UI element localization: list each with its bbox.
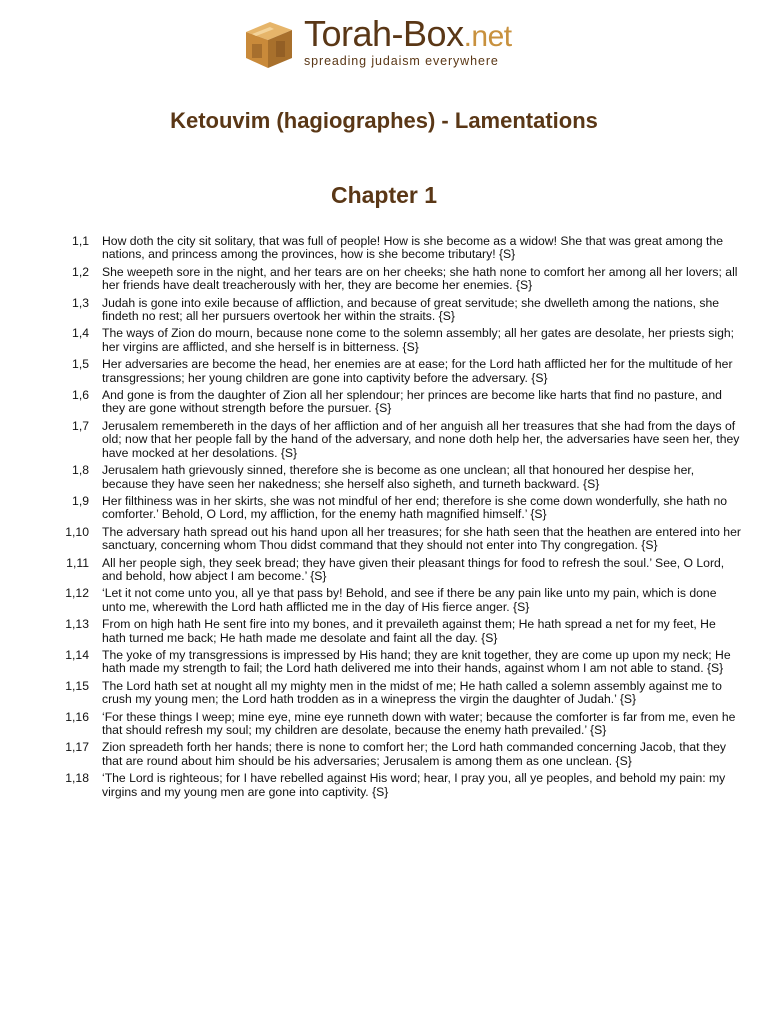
verse-text: ‘The Lord is righteous; for I have rebelled against His word; hear, I pray you, all ye peoples, and behold my pain: my virgins and my young men are gone into captivity. {S}: [102, 771, 726, 799]
verse-row: [40, 235, 742, 262]
chapter-title: Chapter 1: [330, 182, 438, 208]
verse-number: 1,7: [72, 418, 89, 433]
verse-number: 1,18: [65, 771, 89, 786]
verse-row: [40, 526, 742, 553]
verse-number: 1,1: [72, 234, 89, 248]
verse-text: Zion spreadeth forth her hands; there is none to comfort her; the Lord hath commanded concerning Jacob, that they that are round about him should be his adversaries; Jerusalem is among them as one unclean. {S}: [102, 740, 726, 768]
verse-number: 1,5: [72, 357, 89, 372]
verse-row: [40, 587, 742, 614]
verse-row: [40, 389, 742, 416]
verse-text: The ways of Zion do mourn, because none come to the solemn assembly; all her gates are desolate, her priests sigh; her virgins are afflicted, and she herself is in bitterness. {S}: [102, 326, 735, 354]
verse-text: Jerusalem remembereth in the days of her affliction and of her anguish all her treasures that she had from the days of old; now that her people fall by the hand of the adversary, and none doth help her, the adversaries have seen her, they have mocked at her desolations. {S}: [102, 418, 740, 460]
verse-number: 1,10: [65, 524, 89, 539]
verse-row: [40, 297, 742, 324]
verse-row: [40, 495, 742, 522]
box-logo-icon: [240, 14, 296, 70]
verse-text: How doth the city sit solitary, that was full of people! How is she become as a widow! She that was great among the nations, and princess among the provinces, how is she become tributary! {S}: [102, 234, 723, 262]
verse-row: [40, 618, 742, 645]
verse-text: From on high hath He sent fire into my bones, and it prevaileth against them; He hath spread a net for my feet, He hath turned me back; He hath made me desolate and faint all the day. {S}: [102, 617, 716, 645]
verse-row: [40, 772, 742, 799]
verse-text: The adversary hath spread out his hand upon all her treasures; for she hath seen that the heathen are entered into her sanctuary, concerning whom Thou didst command that they should not enter into Thy congregation. {S}: [102, 524, 741, 553]
site-logo[interactable]: [240, 14, 512, 70]
verse-row: [40, 266, 742, 293]
verse-number: 1,12: [65, 586, 89, 601]
verse-number: 1,15: [65, 678, 89, 693]
verse-text: The Lord hath set at nought all my mighty men in the midst of me; He hath called a solemn assembly against me to crush my young men; the Lord hath trodden as in a winepress the virgin the daughter of Judah.’ {S}: [102, 678, 722, 707]
verse-row: [40, 420, 742, 460]
verse-row: [40, 711, 742, 738]
verse-text: ‘Let it not come unto you, all ye that pass by! Behold, and see if there be any pain like unto my pain, which is done unto me, wherewith the Lord hath afflicted me in the day of His fierce anger. {S}: [102, 586, 717, 614]
verse-number: 1,16: [65, 709, 89, 724]
verse-number: 1,9: [72, 493, 89, 508]
verse-text: She weepeth sore in the night, and her tears are on her cheeks; she hath none to comfort her among all her lovers; all her friends have dealt treacherously with her, they are become her enemies. {S}: [102, 264, 738, 293]
verse-text: Judah is gone into exile because of affliction, and because of great servitude; she dwelleth among the nations, she findeth no rest; all her pursuers overtook her within the straits. {S}: [102, 295, 720, 324]
verse-text: Jerusalem hath grievously sinned, therefore she is become as one unclean; all that honoured her despise her, because they have seen her nakedness; she herself also sigheth, and turneth backward. {S}: [102, 463, 695, 491]
verse-row: [40, 649, 742, 676]
verse-row: [40, 557, 742, 584]
verse-number: 1,6: [72, 388, 89, 403]
verse-text: Her adversaries are become the head, her enemies are at ease; for the Lord hath afflicted her for the multitude of her transgressions; her young children are gone into captivity before the adversary. {S}: [102, 357, 733, 385]
verse-number: 1,11: [66, 555, 89, 570]
logo-text: [304, 14, 512, 68]
verse-text: The yoke of my transgressions is impressed by His hand; they are knit together, they are come up upon my neck; He hath made my strength to fail; the Lord hath delivered me into their hands, against whom I am not able to stand. {S}: [102, 647, 731, 676]
book-title: Ketouvim (hagiographes) - Lamentations: [170, 108, 598, 133]
verse-number: 1,4: [72, 326, 89, 341]
verse-number: 1,8: [72, 463, 89, 478]
verse-text: Her filthiness was in her skirts, she was not mindful of her end; therefore is she come down wonderfully, she hath no comforter.’ Behold, O Lord, my affliction, for the enemy hath magnified himself.’ {S}: [102, 493, 728, 522]
verse-row: [40, 680, 742, 707]
logo-name: Torah-Box: [304, 13, 464, 54]
verse-number: 1,14: [65, 647, 89, 662]
verse-row: [40, 358, 742, 385]
logo-tagline: spreading judaism everywhere: [304, 54, 499, 68]
verse-text: ‘For these things I weep; mine eye, mine eye runneth down with water; because the comforter is far from me, even he that should refresh my soul; my children are desolate, because the enemy hath prevailed.’ {S}: [102, 709, 736, 737]
verse-row: [40, 327, 742, 354]
verse-list: [40, 235, 742, 803]
verse-text: And gone is from the daughter of Zion all her splendour; her princes are become like harts that find no pasture, and they are gone without strength before the pursuer. {S}: [102, 388, 722, 416]
logo-wordmark: [304, 14, 512, 57]
verse-number: 1,13: [65, 617, 89, 632]
verse-row: [40, 464, 742, 491]
logo-suffix: .net: [463, 20, 512, 53]
verse-number: 1,3: [72, 295, 89, 310]
verse-number: 1,2: [72, 264, 89, 279]
verse-row: [40, 741, 742, 768]
verse-text: All her people sigh, they seek bread; they have given their pleasant things for food to refresh the soul.’ See, O Lord, and behold, how abject I am become.’ {S}: [102, 555, 725, 583]
verse-number: 1,17: [65, 740, 89, 755]
